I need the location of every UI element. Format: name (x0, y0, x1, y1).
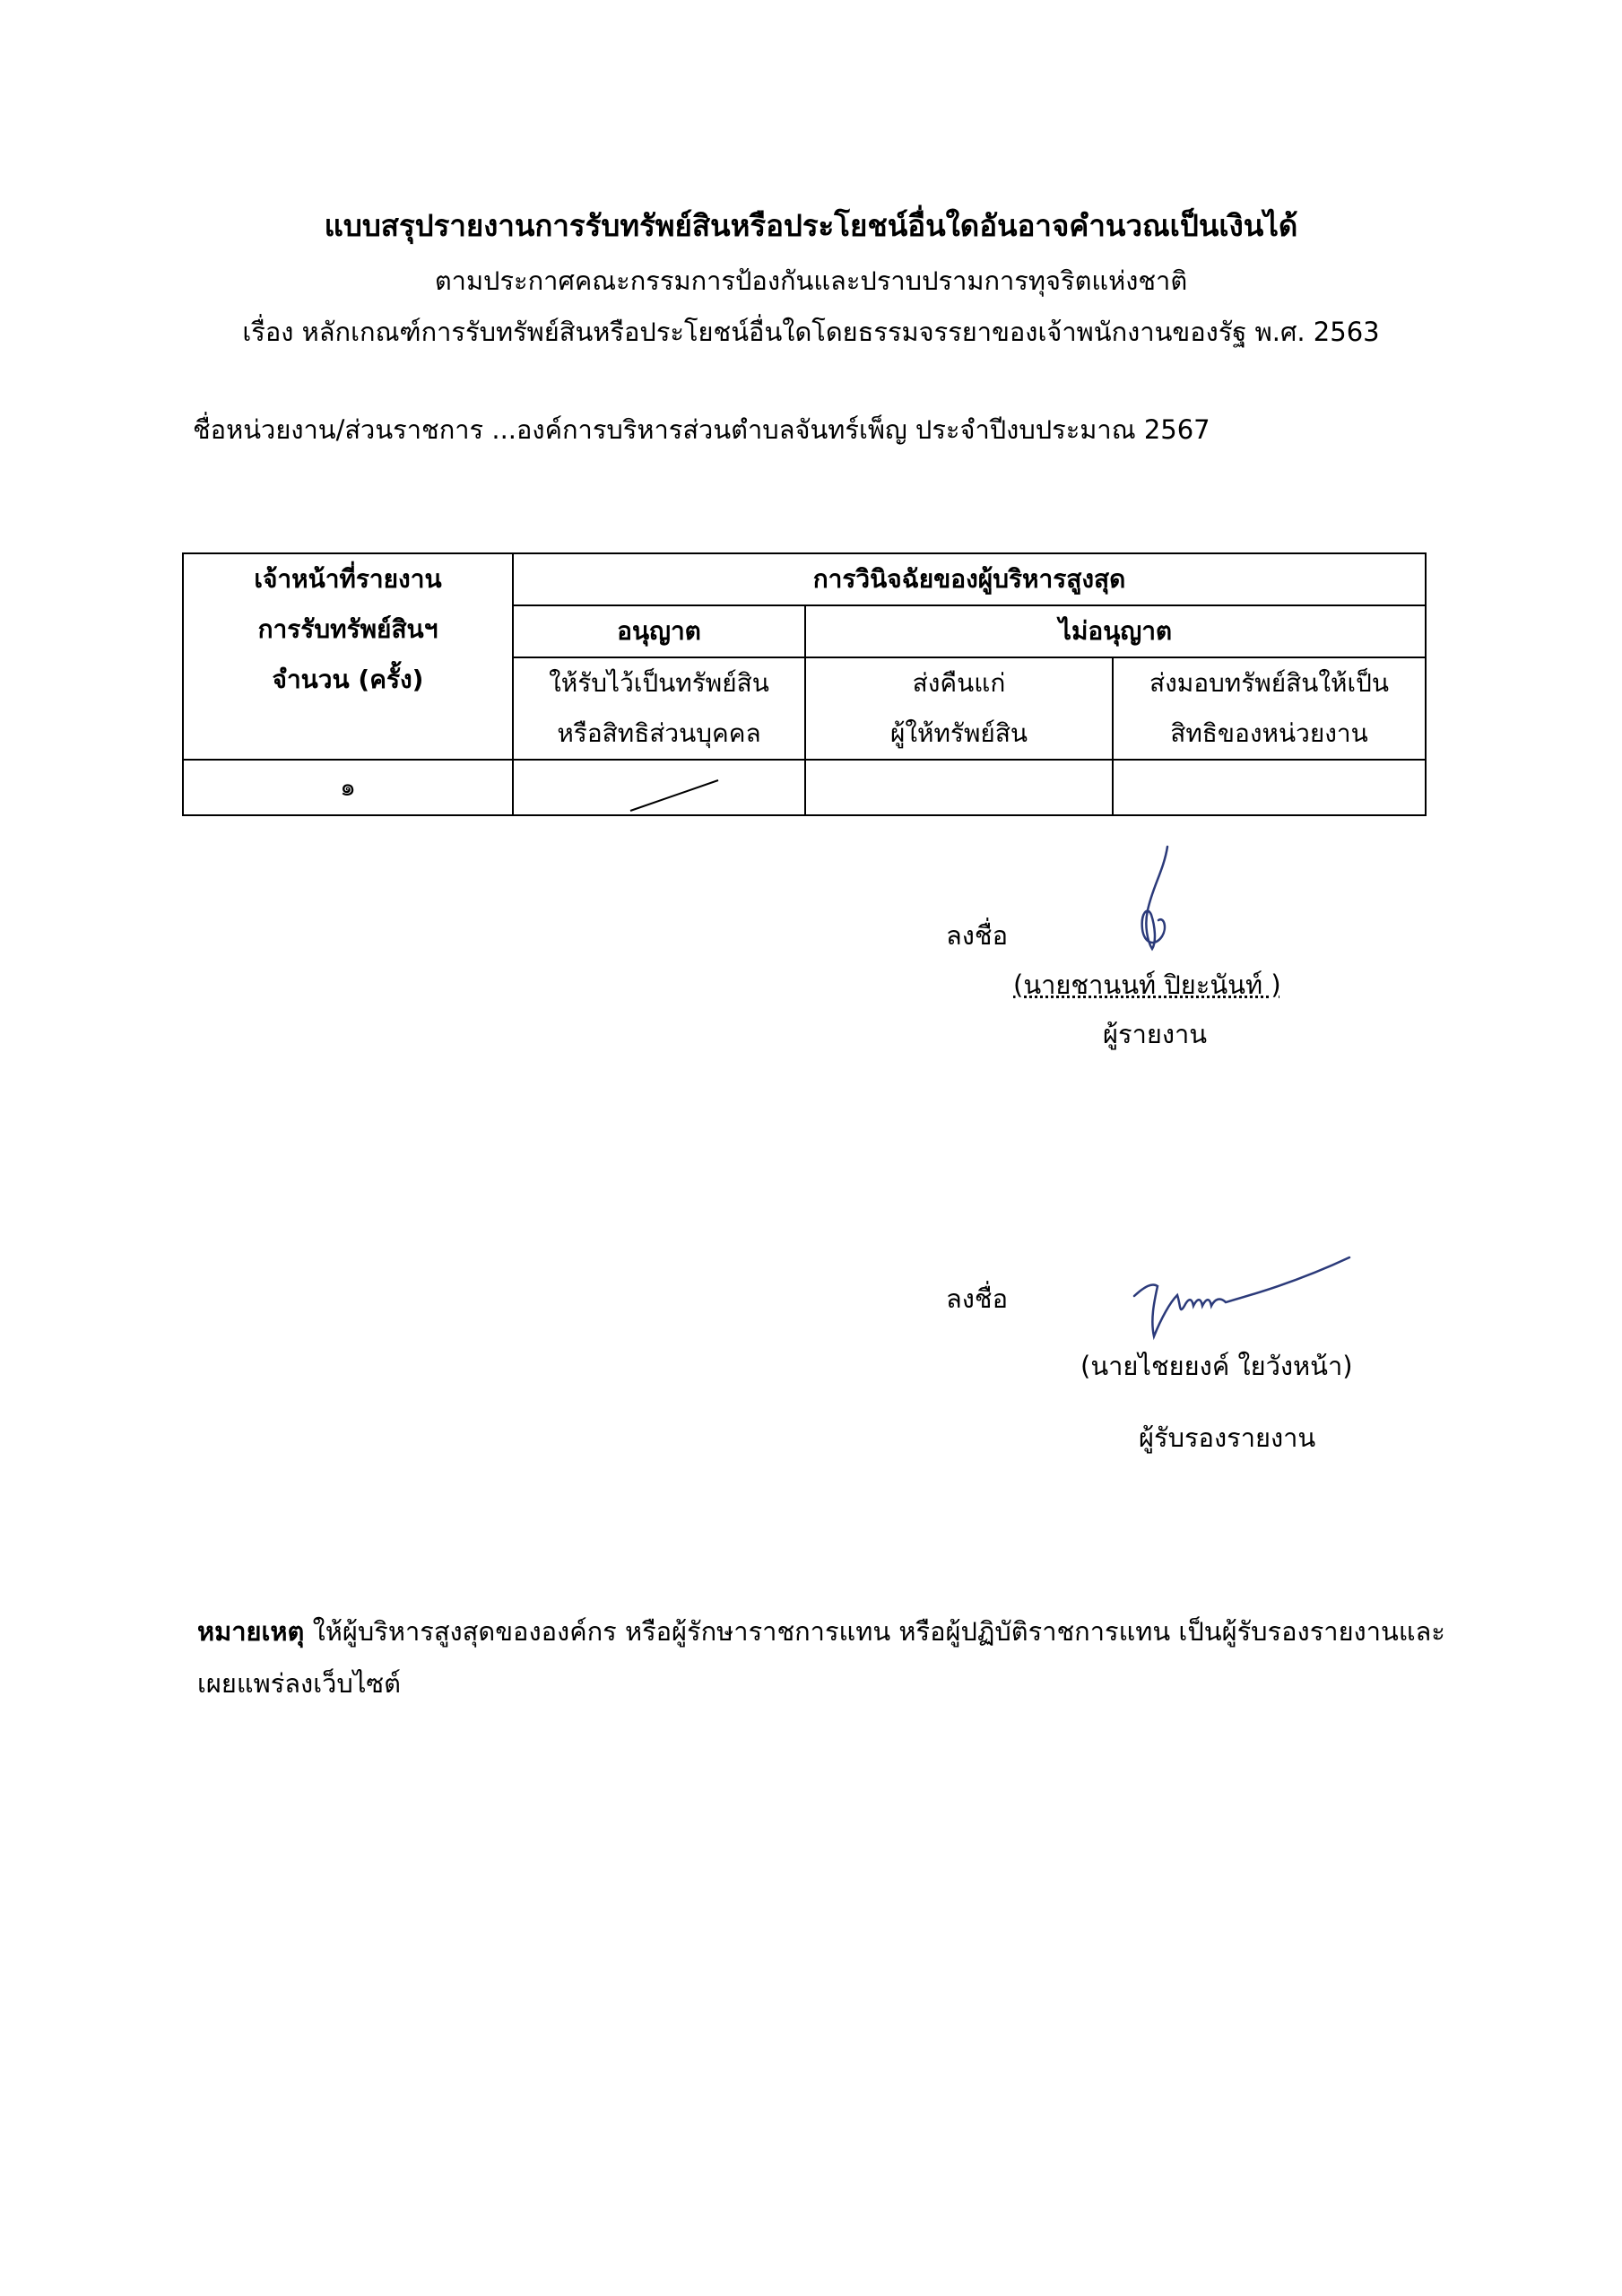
header-line: การรับทรัพย์สินฯ (257, 614, 438, 644)
note-text: ให้ผู้บริหารสูงสุดขององค์กร หรือผู้รักษาราชการแทน หรือผู้ปฏิบัติราชการแทน เป็นผู้รับรองรายงานและเผยแพร่ลงเว็บไซต์ (197, 1616, 1445, 1699)
allow-header: อนุญาต (513, 605, 805, 657)
reporter-name: (นายชานนท์ ปิยะนันท์ ) (1013, 970, 1281, 1000)
header-line: เจ้าหน้าที่รายงาน (254, 564, 442, 594)
return-subheader (805, 657, 1113, 760)
reporter-role: ผู้รายงาน (1103, 1019, 1208, 1049)
decision-header: การวินิจฉัยของผู้บริหารสูงสุด (513, 553, 1426, 605)
deny-header: ไม่อนุญาต (805, 605, 1426, 657)
certifier-signature-icon (1125, 1247, 1367, 1345)
return-cell (805, 760, 1113, 815)
subheader-line: ให้รับไว้เป็นทรัพย์สิน (549, 668, 769, 698)
allow-subheader (513, 657, 805, 760)
allow-cell (513, 760, 805, 815)
table-row (183, 760, 1426, 815)
handover-subheader (1113, 657, 1426, 760)
header-line: จำนวน (ครั้ง) (272, 665, 424, 694)
note-label: หมายเหตุ (197, 1616, 305, 1647)
summary-table (182, 552, 1427, 816)
certifier-name: (นายไชยยงค์ ใยวังหน้า) (1080, 1351, 1353, 1381)
subheader-line: ผู้ให้ทรัพย์สิน (889, 718, 1028, 748)
subheader-line: หรือสิทธิส่วนบุคคล (557, 718, 761, 748)
slash-mark-icon (514, 761, 806, 813)
subheader-line: ส่งคืนแก่ (912, 668, 1006, 698)
subheader-line: ส่งมอบทรัพย์สินให้เป็น (1149, 668, 1389, 698)
note-paragraph (197, 1605, 1453, 1709)
document-subtitle-subject: เรื่อง หลักเกณฑ์การรับทรัพย์สินหรือประโยชน์อื่นใดโดยธรรมจรรยาของเจ้าพนักงานของรัฐ พ.ศ. 2563 (242, 317, 1380, 347)
reporter-sign-label: ลงชื่อ (946, 920, 1009, 951)
count-cell: ๑ (183, 760, 513, 815)
reporter-count-header (183, 553, 513, 760)
subheader-line: สิทธิของหน่วยงาน (1170, 718, 1368, 748)
document-subtitle-announcement: ตามประกาศคณะกรรมการป้องกันและปราบปรามการทุจริตแห่งชาติ (434, 265, 1188, 296)
certifier-sign-label: ลงชื่อ (946, 1283, 1009, 1314)
document-title: แบบสรุปรายงานการรับทรัพย์สินหรือประโยชน์อื่นใดอันอาจคำนวณเป็นเงินได้ (324, 208, 1298, 243)
certifier-role: ผู้รับรองรายงาน (1139, 1422, 1316, 1453)
handover-cell (1113, 760, 1426, 815)
agency-line: ชื่อหน่วยงาน/ส่วนราชการ ...องค์การบริหารส่วนตำบลจันทร์เพ็ญ ประจำปีงบประมาณ 2567 (193, 414, 1210, 445)
